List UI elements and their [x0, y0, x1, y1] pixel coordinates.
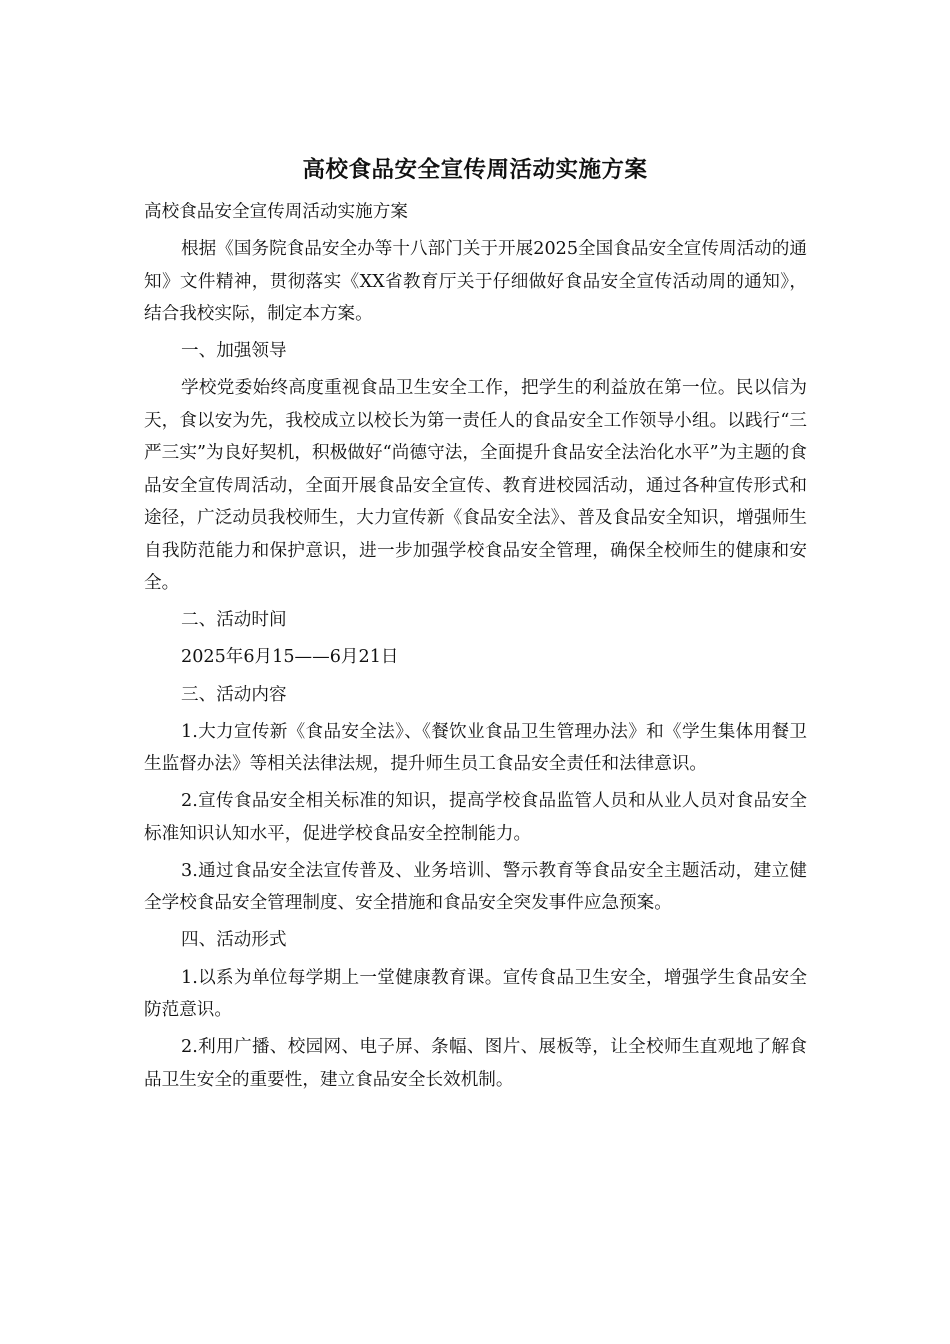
- paragraph-form-1: 1.以系为单位每学期上一堂健康教育课。宣传食品卫生安全，增强学生食品安全防范意识。: [144, 967, 807, 1021]
- section-heading-form: 四、活动形式: [181, 930, 287, 951]
- section-heading-leadership: 一、加强领导: [181, 341, 287, 362]
- paragraph-content-2: 2.宣传食品安全相关标准的知识，提高学校食品监管人员和从业人员对食品安全标准知识认知水平，促进学校食品安全控制能力。: [144, 791, 807, 844]
- paragraph-time: 2025年6月15——6月21日: [181, 647, 399, 668]
- document-title: 高校食品安全宣传周活动实施方案: [302, 157, 648, 183]
- paragraph-leadership: 学校党委始终高度重视食品卫生安全工作，把学生的利益放在第一位。民以信为天，食以安为先，我校成立以校长为第一责任人的食品安全工作领导小组。以践行“三严三实”为良好契机，积极做好“尚德守法，全面提升食品安全法治化水平”为主题的食品安全宣传周活动，全面开展食品安全宣传、教育进校园活动，通过各种宣传形式和途径，广泛动员我校师生，大力宣传新《食品安全法》、普及食品安全知识，增强师生自我防范能力和保护意识，进一步加强学校食品安全管理，确保全校师生的健康和安全。: [144, 378, 807, 594]
- section-heading-time: 二、活动时间: [181, 610, 287, 631]
- document-body: [144, 196, 807, 1101]
- section-heading-content: 三、活动内容: [181, 684, 287, 705]
- paragraph-content-1: 1.大力宣传新《食品安全法》、《餐饮业食品卫生管理办法》和《学生集体用餐卫生监督办法》等相关法律法规，提升师生员工食品安全责任和法律意识。: [144, 721, 807, 775]
- paragraph-form-2: 2.利用广播、校园网、电子屏、条幅、图片、展板等，让全校师生直观地了解食品卫生安全的重要性，建立食品安全长效机制。: [144, 1037, 807, 1090]
- paragraph-content-3: 3.通过食品安全法宣传普及、业务培训、警示教育等食品安全主题活动，建立健全学校食品安全管理制度、安全措施和食品安全突发事件应急预案。: [144, 860, 807, 914]
- paragraph-intro: 根据《国务院食品安全办等十八部门关于开展2025全国食品安全宣传周活动的通知》文件精神，贯彻落实《XX省教育厅关于仔细做好食品安全宣传活动周的通知》，结合我校实际，制定本方案。: [144, 239, 807, 325]
- document-subtitle: 高校食品安全宣传周活动实施方案: [144, 202, 408, 222]
